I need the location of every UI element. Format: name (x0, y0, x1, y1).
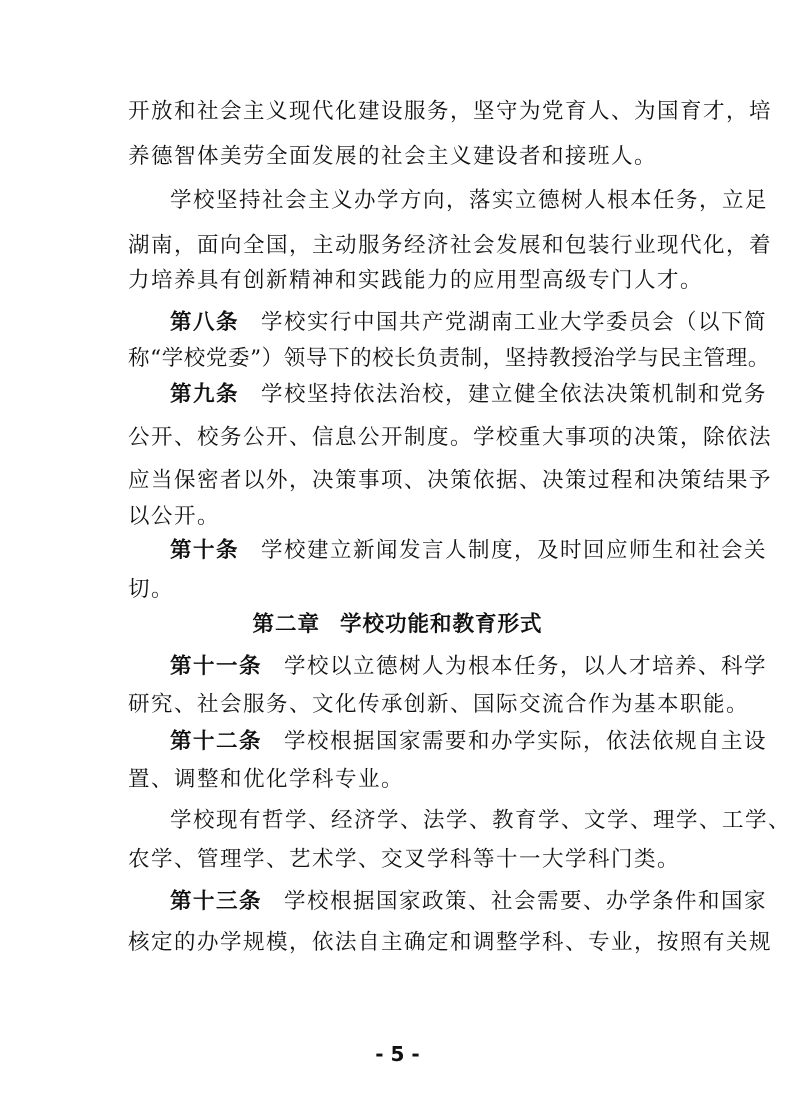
paragraph-line: 研究、社会服务、文化传承创新、国际交流合作为基本职能。 (128, 692, 750, 717)
paragraph-line: 力培养具有创新精神和实践能力的应用型高级专门人才。 (128, 268, 704, 293)
article-label: 第十二条 (170, 729, 263, 754)
article-text: 学校根据国家需要和办学实际，依法依规自主设 (284, 729, 768, 754)
article-13-first-line (170, 887, 768, 917)
article-text: 学校实行中国共产党湖南工业大学委员会（以下简 (261, 310, 768, 335)
article-text: 学校坚持依法治校，建立健全依法决策机制和党务 (261, 382, 768, 407)
paragraph-line: 称“学校党委”）领导下的校长负责制，坚持教授治学与民主管理。 (128, 346, 770, 371)
article-8-first-line (170, 308, 768, 338)
chapter-number: 第二章 (252, 612, 320, 637)
paragraph-line: 开放和社会主义现代化建设服务，坚守为党育人、为国育才，培 (128, 99, 773, 124)
paragraph-line: 学校坚持社会主义办学方向，落实立德树人根本任务，立足 (170, 188, 769, 213)
paragraph-line: 农学、管理学、艺术学、交叉学科等十一大学科门类。 (128, 847, 681, 872)
paragraph-line: 置、调整和优化学科专业。 (128, 767, 405, 792)
article-label: 第八条 (170, 310, 240, 335)
paragraph-line: 以公开。 (128, 504, 221, 529)
article-12-first-line (170, 727, 768, 757)
article-text: 学校根据国家政策、社会需要、办学条件和国家 (284, 889, 768, 914)
chapter-heading (0, 610, 795, 640)
article-9-first-line (170, 380, 768, 410)
paragraph-line: 核定的办学规模，依法自主确定和调整学科、专业，按照有关规 (128, 930, 773, 955)
paragraph-line: 学校现有哲学、经济学、法学、教育学、文学、理学、工学、 (170, 808, 792, 833)
page-number: - 5 - (375, 1042, 420, 1066)
article-label: 第九条 (170, 382, 240, 407)
paragraph-line: 公开、校务公开、信息公开制度。学校重大事项的决策，除依法 (128, 425, 773, 450)
chapter-title: 学校功能和教育形式 (340, 612, 543, 637)
article-label: 第十三条 (170, 889, 263, 914)
article-text: 学校以立德树人为根本任务，以人才培养、科学 (284, 654, 768, 679)
paragraph-line: 应当保密者以外，决策事项、决策依据、决策过程和决策结果予 (128, 468, 773, 493)
paragraph-line: 湖南，面向全国，主动服务经济社会发展和包装行业现代化，着 (128, 233, 773, 258)
article-text: 学校建立新闻发言人制度，及时回应师生和社会关 (261, 538, 768, 563)
paragraph-line: 养德智体美劳全面发展的社会主义建设者和接班人。 (128, 144, 658, 169)
paragraph-line: 切。 (128, 577, 175, 602)
article-label: 第十一条 (170, 654, 263, 679)
article-11-first-line (170, 652, 768, 682)
article-label: 第十条 (170, 538, 240, 563)
article-10-first-line (170, 536, 768, 566)
